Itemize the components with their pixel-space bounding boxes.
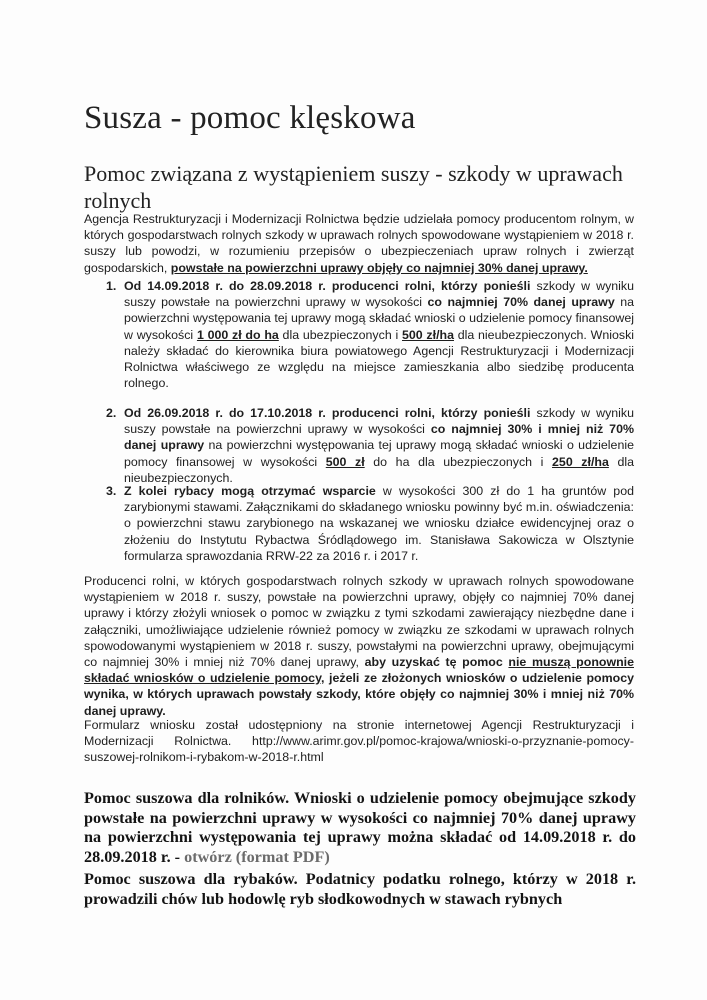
list-bold: co najmniej 30% i mniej niż 70% danej uprawy (124, 422, 634, 453)
list-segment: szkody w wyniku suszy powstałe na powierzchni uprawy w wysokości (124, 279, 634, 310)
intro-emphasis: powstałe na powierzchni uprawy objęły co najmniej 30% danej uprawy. (170, 260, 588, 275)
list-segment: dla nieubezpieczonych. (124, 454, 634, 485)
list-text (124, 405, 634, 486)
list-segment: na powierzchni występowania tej uprawy mogą składać wnioski o udzielenie pomocy finansowej w wysokości (124, 438, 634, 469)
list-number: 3. (106, 484, 117, 498)
section-subtitle: Pomoc związana z wystąpieniem suszy - szkody w uprawach rolnych (84, 161, 623, 213)
intro-text: Agencja Restrukturyzacji i Modernizacji Rolnictwa będzie udzielała pomocy producentom rolnym, w których gospodarstwach rolnych szkody w uprawach rolnych spowodowane wystąpieniem w 2018 r. suszy lub powodzi, w rozumieniu przepisów o ubezpieczeniach upraw rolnych i zwierząt gospodarskich, (84, 212, 634, 275)
paragraph-bold-underlined: nie muszą ponownie składać wniosków o udzielenie pomocy, (84, 655, 634, 686)
intro-paragraph (84, 211, 634, 276)
amount-insured: 500 zł (325, 454, 365, 469)
list-segment: na powierzchni występowania tej uprawy mogą składać wnioski o udzielenie pomocy finansowej w wysokości (124, 295, 634, 342)
paragraph-bold: jeżeli ze złożonych wniosków o udzielenie pomocy wynika, w których uprawach powstały szkody, które objęły co najmniej 30% i mniej niż 70% danej uprawy. (84, 671, 634, 718)
list-lead: Od 26.09.2018 r. do 17.10.2018 r. producenci rolni, którzy ponieśli (124, 406, 531, 420)
block-text: Pomoc suszowa dla rybaków. Podatnicy podatku rolnego, którzy w 2018 r. prowadzili chów lub hodowlę ryb słodkowodnych w stawach rybnych (84, 870, 636, 908)
paragraph-text: Producenci rolni, w których gospodarstwach rolnych szkody w uprawach rolnych spowodowane wystąpieniem w 2018 r. suszy, powstałe na powierzchni uprawy, objęły co najmniej 70% danej uprawy i którzy złożyli wniosek o pomoc w związku z tymi szkodami zawierający niezbędne dane i załączniki, umożliwiające udzielenie również pomocy w związku ze szkodami w uprawach rolnych spowodowanymi wystąpieniem w 2018 r. suszy, powstałymi na powierzchni uprawy, obejmującymi co najmniej 30% i mniej niż 70% danej uprawy, (84, 574, 634, 670)
list-number: 2. (106, 406, 117, 420)
list-segment: dla nieubezpieczonych. Wnioski należy składać do kierownika biura powiatowego Agencji Restrukturyzacji i Modernizacji Rolnictwa właściwego ze względu na miejsce zamieszkania albo siedzibę producenta rolnego. (124, 327, 635, 391)
amount-uninsured: 250 zł/ha (552, 454, 609, 469)
paragraph-text: Formularz wniosku został udostępniony na stronie internetowej Agencji Restrukturyzacji i Modernizacji Rolnictwa. (84, 718, 634, 749)
list-item (84, 405, 634, 486)
list-segment: w wysokości 300 zł do 1 ha gruntów pod zarybionymi stawami. Załącznikami do składanego wniosku powinny być m.in. oświadczenia: o powierzchni stawu zarybionego na wskazanej we wniosku działce ewidencyjnej oraz o złożeniu do Instytutu Rybactwa Śródlądowego im. Stanisława Sakowicza w Olsztynie formularza sprawozdania RRW-22 za 2016 r. i 2017 r. (124, 484, 634, 563)
farmers-aid-block (84, 789, 636, 867)
open-pdf-link[interactable]: otwórz (format PDF) (184, 847, 330, 866)
list-text (124, 278, 634, 391)
list-bold: co najmniej 70% danej uprawy (427, 295, 615, 310)
list-segment: szkody w wyniku suszy powstałe na powierzchni uprawy w wysokości (124, 406, 634, 437)
amount-insured: 1 000 zł do ha (196, 327, 279, 342)
list-segment: dla ubezpieczonych i (278, 327, 402, 342)
list-item (84, 278, 634, 391)
fishermen-aid-block (84, 870, 636, 909)
form-info-paragraph (84, 717, 634, 766)
list-item (84, 483, 634, 564)
paragraph-bold: aby uzyskać tę pomoc (364, 655, 509, 670)
eligibility-paragraph (84, 573, 634, 719)
page-title: Susza - pomoc klęskowa (84, 100, 416, 136)
amount-uninsured: 500 zł/ha (402, 327, 454, 342)
list-lead: Z kolei rybacy mogą otrzymać wsparcie (124, 484, 376, 498)
list-number: 1. (106, 279, 117, 293)
list-text (124, 483, 634, 564)
list-lead: Od 14.09.2018 r. do 28.09.2018 r. producenci rolni, którzy ponieśli (124, 279, 531, 293)
form-url-link[interactable]: http://www.arimr.gov.pl/pomoc-krajowa/wnioski-o-przyznanie-pomocy-suszowej-rolnikom-i-rybakom-w-2018-r.html (84, 734, 634, 765)
list-segment: do ha dla ubezpieczonych i (364, 454, 553, 469)
block-text: Pomoc suszowa dla rolników. Wnioski o udzielenie pomocy obejmujące szkody powstałe na powierzchni uprawy w wysokości co najmniej 70% danej uprawy na powierzchni występowania tej uprawy można składać od 14.09.2018 r. do 28.09.2018 r. - (84, 789, 636, 866)
